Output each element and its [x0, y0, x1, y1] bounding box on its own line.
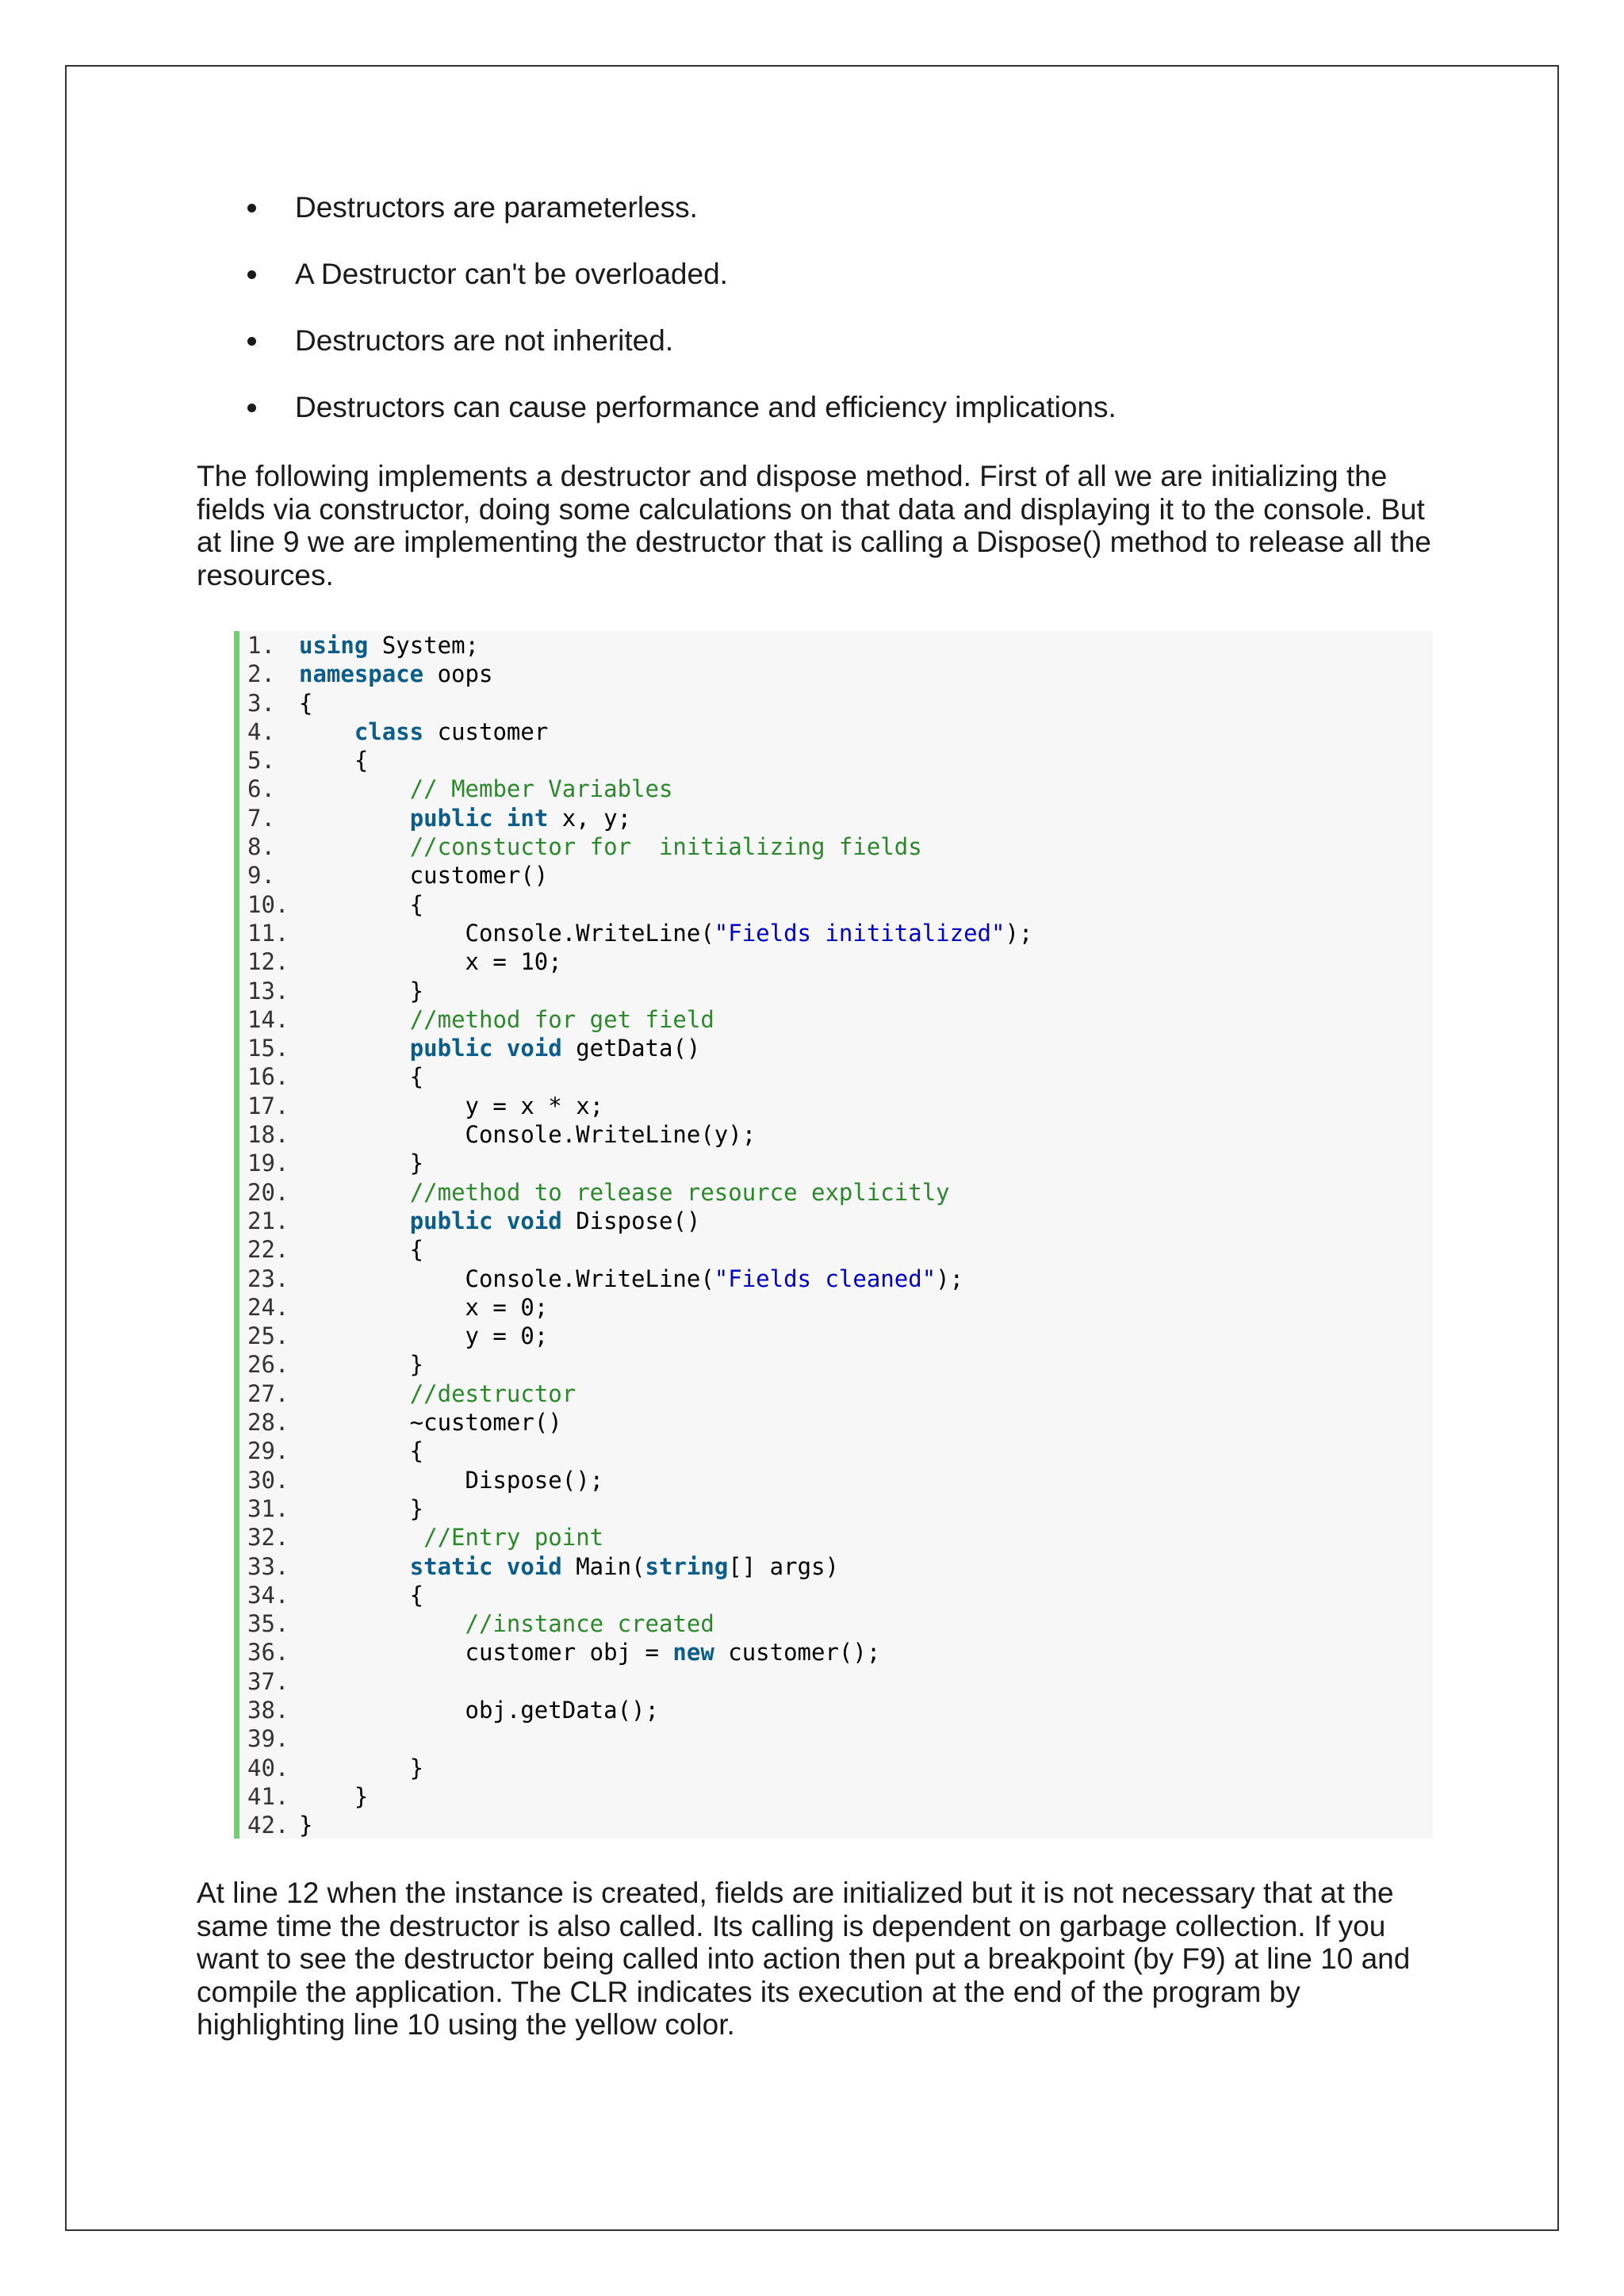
- line-number: 3.: [247, 689, 275, 717]
- code-line: [239, 1322, 1433, 1350]
- code-text: [299, 1005, 714, 1034]
- line-number: 14.: [247, 1005, 289, 1033]
- code-token: }: [299, 1494, 424, 1522]
- line-number: 23.: [247, 1265, 289, 1292]
- line-number: 32.: [247, 1524, 289, 1552]
- code-text: [299, 1638, 880, 1667]
- code-token: y = x * x;: [299, 1092, 604, 1119]
- code-line: [239, 1696, 1433, 1724]
- code-line: [239, 631, 1433, 660]
- code-line: [239, 1350, 1433, 1379]
- code-token: [] args): [728, 1552, 839, 1580]
- code-token: [299, 1524, 423, 1551]
- code-text: [299, 1581, 423, 1609]
- code-comment: //constuctor for initializing fields: [409, 833, 922, 861]
- code-text: [299, 1092, 603, 1120]
- code-token: [492, 1035, 506, 1062]
- code-token: [299, 1006, 410, 1033]
- code-text: [299, 718, 548, 746]
- code-token: Console.WriteLine(: [299, 919, 714, 947]
- code-token: {: [299, 890, 424, 918]
- code-token: x = 10;: [299, 948, 562, 976]
- line-number: 24.: [247, 1293, 289, 1321]
- code-token: oops: [423, 660, 493, 688]
- bullet-dot-icon: [247, 404, 256, 412]
- code-line: [239, 1754, 1433, 1782]
- code-line: [239, 1092, 1433, 1120]
- code-keyword: static: [409, 1552, 493, 1580]
- code-line: [239, 947, 1433, 976]
- line-number: 31.: [247, 1494, 289, 1522]
- code-token: Dispose(): [561, 1207, 701, 1234]
- code-token: [299, 805, 410, 832]
- code-line: [239, 746, 1433, 775]
- code-line: [239, 1149, 1433, 1177]
- code-token: }: [299, 1351, 424, 1379]
- code-text: [299, 746, 368, 775]
- code-token: {: [299, 689, 313, 717]
- code-token: [492, 1553, 506, 1580]
- code-line: [239, 1265, 1433, 1293]
- code-token: {: [299, 1437, 424, 1465]
- bullet-dot-icon: [247, 270, 256, 279]
- line-number: 28.: [247, 1409, 289, 1437]
- code-line: [239, 1437, 1433, 1465]
- code-line: [239, 1523, 1433, 1552]
- code-text: [299, 1293, 548, 1322]
- code-text: [299, 1120, 756, 1149]
- code-token: [299, 1035, 410, 1062]
- code-keyword: class: [354, 718, 424, 745]
- code-token: [299, 833, 410, 860]
- code-token: Main(: [561, 1552, 645, 1580]
- line-number: 34.: [247, 1581, 289, 1609]
- code-block: [234, 631, 1433, 1839]
- line-number: 29.: [247, 1437, 289, 1465]
- code-line: [239, 1293, 1433, 1322]
- line-number: 42.: [247, 1812, 289, 1839]
- code-line: [239, 1005, 1433, 1034]
- code-line: [239, 660, 1433, 688]
- code-text: [299, 977, 423, 1005]
- code-text: [299, 1380, 576, 1408]
- code-line: [239, 1724, 1433, 1753]
- code-line: [239, 775, 1433, 803]
- bullet-text: Destructors are not inherited.: [295, 324, 674, 357]
- code-text: [299, 832, 922, 861]
- code-token: }: [299, 1782, 369, 1810]
- code-token: [299, 718, 354, 745]
- code-keyword: namespace: [299, 660, 424, 688]
- code-token: [299, 775, 410, 802]
- code-text: [299, 1322, 548, 1350]
- code-line: [239, 977, 1433, 1005]
- code-line: [239, 832, 1433, 861]
- code-text: [299, 1696, 659, 1724]
- line-number: 25.: [247, 1322, 289, 1350]
- code-text: [299, 804, 631, 832]
- code-token: }: [299, 1150, 424, 1177]
- code-token: x = 0;: [299, 1293, 549, 1321]
- code-text: [299, 689, 312, 718]
- code-token: [299, 1207, 410, 1234]
- code-line: [239, 1120, 1433, 1149]
- code-token: customer(): [299, 862, 549, 890]
- code-line: [239, 861, 1433, 890]
- line-number: 13.: [247, 977, 289, 1004]
- code-string: "Fields inititalized": [714, 919, 1005, 947]
- line-number: 9.: [247, 862, 275, 890]
- code-text: [299, 1408, 562, 1437]
- code-line: [239, 1782, 1433, 1811]
- code-line: [239, 890, 1433, 919]
- line-number: 18.: [247, 1121, 289, 1149]
- code-text: [299, 631, 479, 660]
- code-comment: //destructor: [409, 1380, 576, 1407]
- code-keyword: int: [506, 804, 549, 832]
- code-line: [239, 689, 1433, 718]
- code-token: ~customer(): [299, 1409, 562, 1437]
- code-token: }: [299, 1812, 313, 1839]
- code-line: [239, 1638, 1433, 1667]
- line-number: 22.: [247, 1236, 289, 1264]
- code-keyword: void: [506, 1207, 562, 1234]
- line-number: 6.: [247, 775, 275, 803]
- code-token: {: [299, 747, 369, 775]
- bullet-item: [197, 390, 1465, 457]
- code-line: [239, 1178, 1433, 1207]
- code-text: [299, 861, 548, 890]
- code-line: [239, 1667, 1433, 1696]
- code-text: [299, 919, 1032, 947]
- code-token: System;: [368, 632, 479, 659]
- bullet-text: Destructors can cause performance and efficiency implications.: [295, 391, 1116, 423]
- code-text: [299, 1782, 368, 1811]
- line-number: 11.: [247, 919, 289, 947]
- outro-paragraph: At line 12 when the instance is created, fields are initialized but it is not necessary that at the same time the destructor is also called. Its calling is dependent on garbage collection. If you want to see the destructor being called into action then put a breakpoint (by F9) at line 10 and compile the application. The CLR indicates its execution at the end of the program by highlighting line 10 using the yellow color.: [197, 1877, 1411, 2041]
- code-text: [299, 1207, 700, 1235]
- line-number: 40.: [247, 1754, 289, 1781]
- line-number: 37.: [247, 1667, 289, 1695]
- code-keyword: void: [506, 1035, 562, 1062]
- line-number: 35.: [247, 1610, 289, 1638]
- code-keyword: public: [409, 1035, 493, 1062]
- line-number: 30.: [247, 1466, 289, 1494]
- code-line: [239, 1609, 1433, 1638]
- code-token: {: [299, 1063, 424, 1091]
- code-text: [299, 1466, 603, 1494]
- code-text: [299, 1437, 423, 1465]
- code-token: Console.WriteLine(: [299, 1265, 714, 1292]
- code-line: [239, 919, 1433, 947]
- code-line: [239, 1034, 1433, 1062]
- code-text: [299, 1494, 423, 1523]
- code-line: [239, 1408, 1433, 1437]
- code-keyword: new: [672, 1639, 714, 1667]
- code-token: customer obj =: [299, 1639, 673, 1667]
- code-token: getData(): [561, 1035, 701, 1062]
- code-token: [492, 805, 506, 832]
- code-token: obj.getData();: [299, 1696, 659, 1724]
- code-token: y = 0;: [299, 1322, 549, 1350]
- line-number: 15.: [247, 1035, 289, 1062]
- code-keyword: using: [299, 632, 369, 659]
- line-number: 2.: [247, 660, 275, 688]
- code-token: customer: [423, 718, 549, 745]
- code-text: [299, 947, 562, 976]
- line-number: 21.: [247, 1207, 289, 1234]
- code-token: {: [299, 1236, 424, 1264]
- code-token: }: [299, 1754, 424, 1781]
- code-token: customer();: [714, 1639, 881, 1667]
- code-text: [299, 1523, 603, 1552]
- code-string: "Fields cleaned": [714, 1265, 936, 1292]
- line-number: 7.: [247, 804, 275, 832]
- code-token: {: [299, 1581, 424, 1609]
- code-comment: //instance created: [465, 1610, 714, 1638]
- code-comment: //method to release resource explicitly: [409, 1178, 950, 1206]
- code-keyword: public: [409, 804, 493, 832]
- code-line: [239, 804, 1433, 832]
- code-comment: //Entry point: [423, 1524, 604, 1552]
- code-text: [299, 1235, 423, 1264]
- line-number: 41.: [247, 1782, 289, 1810]
- bullet-text: Destructors are parameterless.: [295, 191, 698, 224]
- code-token: Console.WriteLine(y);: [299, 1121, 756, 1149]
- code-line: [239, 1581, 1433, 1609]
- line-number: 33.: [247, 1552, 289, 1580]
- line-number: 17.: [247, 1092, 289, 1119]
- code-text: [299, 1265, 963, 1293]
- code-token: );: [1005, 919, 1033, 947]
- line-number: 8.: [247, 833, 275, 861]
- code-line: [239, 718, 1433, 746]
- code-token: [299, 1610, 465, 1637]
- code-text: [299, 1609, 714, 1638]
- bullet-text: A Destructor can't be overloaded.: [295, 258, 728, 290]
- code-token: [299, 1553, 410, 1580]
- code-line: [239, 1494, 1433, 1523]
- line-number: 39.: [247, 1725, 289, 1753]
- line-number: 5.: [247, 747, 275, 775]
- code-line: [239, 1207, 1433, 1235]
- line-number: 27.: [247, 1380, 289, 1407]
- line-number: 20.: [247, 1178, 289, 1206]
- code-text: [299, 1552, 839, 1581]
- line-number: 38.: [247, 1696, 289, 1724]
- code-token: Dispose();: [299, 1466, 604, 1494]
- bullet-dot-icon: [247, 337, 256, 346]
- code-line: [239, 1380, 1433, 1408]
- code-text: [299, 1034, 700, 1062]
- code-comment: // Member Variables: [409, 775, 673, 803]
- code-line: [239, 1552, 1433, 1581]
- code-text: [299, 890, 423, 919]
- line-number: 1.: [247, 632, 275, 659]
- code-token: }: [299, 977, 424, 1004]
- bullet-item: [197, 190, 1465, 257]
- code-line: [239, 1235, 1433, 1264]
- code-token: x, y;: [548, 804, 632, 832]
- bullet-item: [197, 323, 1465, 390]
- code-token: [492, 1207, 506, 1234]
- line-number: 12.: [247, 948, 289, 976]
- bullet-item: [197, 257, 1465, 323]
- code-text: [299, 1754, 423, 1782]
- line-number: 16.: [247, 1063, 289, 1091]
- bullet-dot-icon: [247, 204, 256, 212]
- code-token: [299, 1179, 410, 1206]
- code-token: [299, 1380, 410, 1407]
- line-number: 19.: [247, 1150, 289, 1177]
- code-text: [299, 1149, 423, 1177]
- line-number: 36.: [247, 1639, 289, 1667]
- code-keyword: string: [645, 1552, 729, 1580]
- code-keyword: public: [409, 1207, 493, 1234]
- code-text: [299, 1811, 312, 1839]
- code-line: [239, 1466, 1433, 1494]
- code-text: [299, 1062, 423, 1091]
- code-line: [239, 1811, 1433, 1839]
- intro-paragraph: The following implements a destructor and dispose method. First of all we are initializing the fields via constructor, doing some calculations on that data and displaying it to the console. But at line 9 we are implementing the destructor that is calling a Dispose() method to release all the resources.: [197, 460, 1431, 591]
- code-text: [299, 1178, 950, 1207]
- code-text: [299, 660, 492, 688]
- bullet-list: [197, 190, 1465, 457]
- code-keyword: void: [506, 1552, 562, 1580]
- line-number: 4.: [247, 718, 275, 745]
- line-number: 10.: [247, 890, 289, 918]
- line-number: 26.: [247, 1351, 289, 1379]
- code-token: );: [936, 1265, 964, 1292]
- code-text: [299, 1350, 423, 1379]
- code-comment: //method for get field: [409, 1005, 714, 1033]
- code-line: [239, 1062, 1433, 1091]
- code-text: [299, 775, 672, 803]
